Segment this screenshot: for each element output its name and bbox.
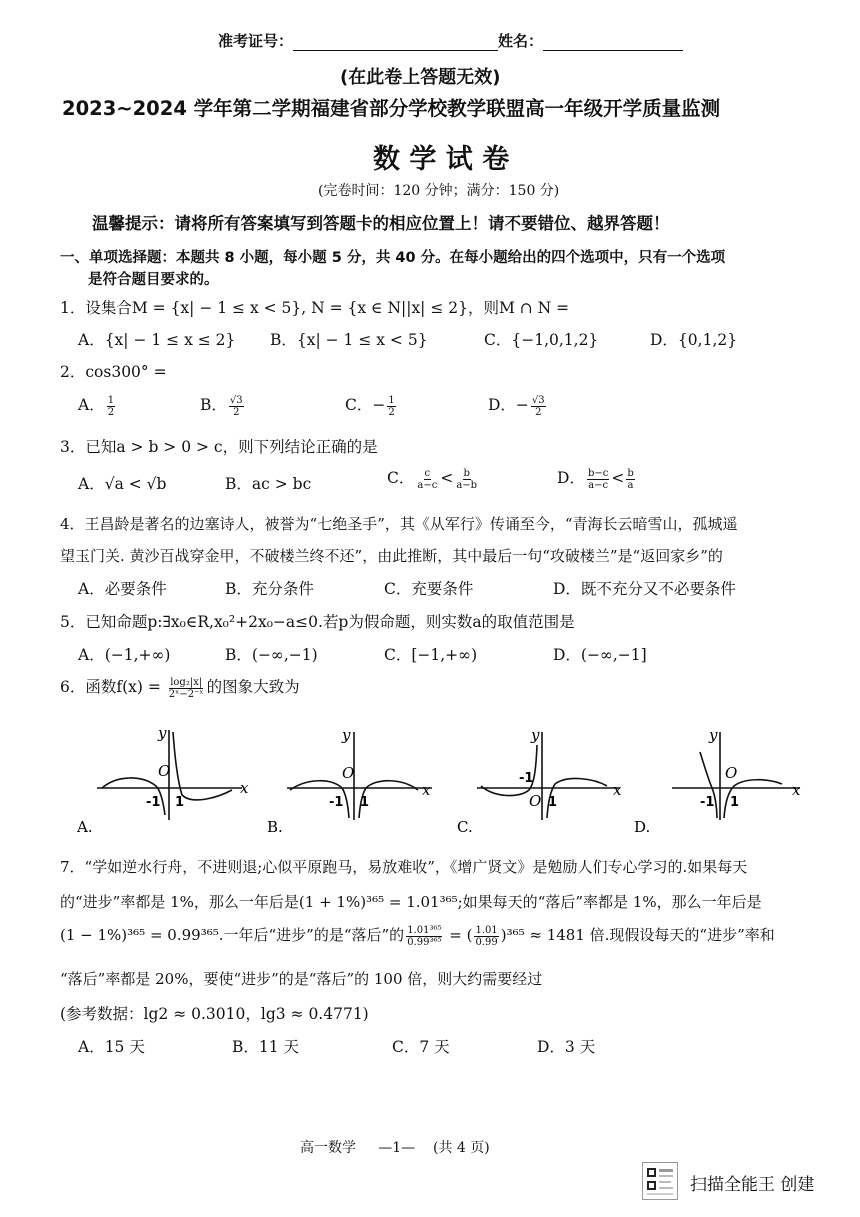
exam-number-row [218,30,683,51]
subject-title: 数 学 试 卷 [373,144,510,175]
q7-option-b: B．11 天 [232,1038,300,1056]
q1-option-d: D．{0,1,2} [650,331,738,349]
q5-option-a: A．(−1,+∞) [78,646,171,664]
graph-b-tick-pos: 1 [360,795,370,810]
graph-c-label: C. [457,818,473,835]
graph-b-label: B. [267,818,283,835]
graph-b-origin: O [342,764,355,782]
graph-d-label: D. [634,818,651,835]
q7-line1: 7．“学如逆水行舟，不进则退;心似平原跑马，易放难收”，《增广贤文》是勉励人们专心学习的.如果每天 [60,858,748,876]
exam-title: 2023~2024 学年第二学期福建省部分学校教学联盟高一年级开学质量监测 [62,97,721,120]
q7-option-d: D．3 天 [537,1038,596,1056]
q3-stem: 3．已知a > b > 0 > c，则下列结论正确的是 [60,438,378,456]
q6-stem: 6．函数f(x) = $\frac{\text{log₂|x|}}{\text{2ˣ−2⁻ˣ}}$ 的图象大致为 [60,676,300,700]
graph-b-y-label: y [342,726,351,744]
graph-c [455,720,640,835]
q4-line1: 4．王昌龄是著名的边塞诗人，被誉为“七绝圣手”，其《从军行》传诵至今，“青海长云暗雪山，孤城遥 [60,515,738,533]
q5-stem: 5．已知命题p:∃x₀∈R,x₀²+2x₀−a≤0.若p为假命题，则实数a的取值范围是 [60,613,575,631]
q1-option-b: B．{x| − 1 ≤ x < 5} [270,331,428,349]
graph-c-tick-neg: -1 [519,771,534,786]
q2-option-d: D．− $\frac{√3}{2}$ [488,394,545,418]
footer-total: (共 4 页) [433,1140,490,1156]
q5-option-c: C．[−1,+∞) [384,646,478,664]
q4-option-d: D．既不充分又不必要条件 [553,580,736,598]
tip: 温馨提示：请将所有答案填写到答题卡的相应位置上！请不要错位、越界答题！ [92,214,670,233]
graph-d-y-label: y [709,726,718,744]
invalid-note: (在此卷上答题无效) [340,67,501,88]
q7-option-a: A．15 天 [78,1038,145,1056]
graph-a [72,720,257,835]
q4-line2: 望玉门关. 黄沙百战穿金甲，不破楼兰终不还”，由此推断，其中最后一句“攻破楼兰”是“返回家乡”的 [60,547,723,565]
graph-d-tick-neg: -1 [700,795,715,810]
graph-d [632,720,812,835]
exam-number-label: 准考证号： [218,32,294,50]
q2-stem: 2．cos300° = [60,363,167,381]
graph-c-origin: O [529,792,542,810]
q2-option-a: A． $\frac{1}{2}$ [78,394,115,418]
q7-option-c: C．7 天 [392,1038,450,1056]
name-label: 姓名： [498,32,544,50]
exam-number-blank [293,36,498,51]
q1-option-c: C．{−1,0,1,2} [484,331,599,349]
qr-code-icon [642,1162,678,1200]
q7-line4: “落后”率都是 20%，要使“进步”的是“落后”的 100 倍，则大约需要经过 [60,970,543,988]
q1-stem: 1．设集合M = {x| − 1 ≤ x < 5}, N = {x ∈ N||x| ≤ 2}，则M ∩ N = [60,299,570,317]
q1-option-a: A．{x| − 1 ≤ x ≤ 2} [78,331,236,349]
q7-line3: (1 − 1%)³⁶⁵ = 0.99³⁶⁵.一年后“进步”的是“落后”的 $\frac{\text{1.01³⁶⁵}}{\text{0.99³⁶⁵}}$ = ( $\frac{1.01}{0.99}$ )³⁶⁵ ≈ 1481 倍.现假设每天的“进步”率和 [60,924,775,948]
graph-a-tick-neg: -1 [146,795,161,810]
q4-option-b: B．充分条件 [225,580,314,598]
watermark-text: 扫描全能王 创建 [690,1175,815,1195]
graph-c-x-label: x [613,781,622,799]
graph-c-tick-pos: 1 [548,795,558,810]
q3-option-a: A．√a < √b [78,475,167,493]
q2-option-b: B． $\frac{√3}{2}$ [200,394,243,418]
footer-subject: 高一数学 [300,1140,356,1156]
q3-option-b: B．ac > bc [225,475,312,493]
name-blank [543,36,683,51]
q7-line2: 的“进步”率都是 1%，那么一年后是(1 + 1%)³⁶⁵ = 1.01³⁶⁵;如果每天的“落后”率都是 1%，那么一年后是 [60,893,762,911]
q5-option-d: D．(−∞,−1] [553,646,647,664]
q4-option-c: C．充要条件 [384,580,474,598]
q3-option-c: C． $\frac{c}{a-c}$ < $\frac{b}{a-b}$ [387,467,478,491]
footer-page: —1— [378,1140,416,1156]
q5-option-b: B．(−∞,−1) [225,646,318,664]
graph-b-x-label: x [422,781,431,799]
graph-d-x-label: x [792,781,801,799]
graph-a-y-label: y [158,724,167,742]
q3-option-d: D． $\frac{b-c}{a-c}$ < $\frac{b}{a}$ [557,467,634,491]
graph-d-origin: O [725,764,738,782]
graph-a-label: A. [77,818,93,835]
graph-b [262,720,447,835]
exam-info: (完卷时间：120 分钟；满分：150 分) [318,183,560,199]
graph-c-y-label: y [531,726,540,744]
graph-b-tick-neg: -1 [329,795,344,810]
q7-reference: (参考数据：lg2 ≈ 0.3010，lg3 ≈ 0.4771) [60,1005,369,1023]
footer [300,1137,490,1157]
graph-d-tick-pos: 1 [730,795,740,810]
graph-a-origin: O [158,762,171,780]
graph-a-tick-pos: 1 [175,795,185,810]
q4-option-a: A．必要条件 [78,580,167,598]
section1-line2: 是符合题目要求的。 [88,272,219,288]
section1-line1: 一、单项选择题：本题共 8 小题，每小题 5 分，共 40 分。在每小题给出的四个选项中，只有一个选项 [60,250,726,266]
q2-option-c: C．− $\frac{1}{2}$ [345,394,395,418]
graph-a-x-label: x [240,779,249,797]
